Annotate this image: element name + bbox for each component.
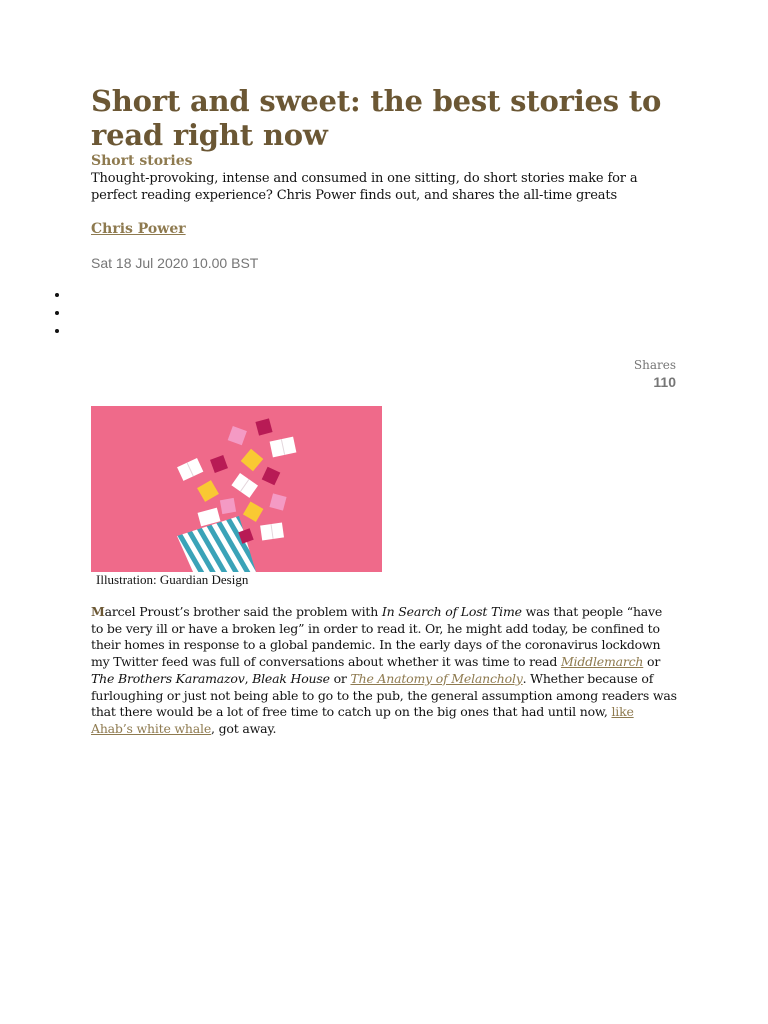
figure-caption: Illustration: Guardian Design [96, 572, 249, 587]
share-count [634, 357, 676, 391]
link-anatomy-text[interactable]: The Anatomy of Melancholy [350, 670, 523, 686]
body-text-2: was that people “have to be very ill or have a broken leg” in order to read it. Or, he might add today, be confined to their homes in response to a global pandemic. In the early days of the coronavirus lockdown my Twitter feed was full of conversations about whether it was time to read [91, 604, 663, 670]
drop-cap: M [91, 604, 105, 619]
author-link[interactable]: Chris Power [91, 221, 186, 237]
link-middlemarch-text[interactable]: Middlemarch [560, 654, 644, 670]
article-header [91, 84, 677, 272]
share-buttons-list [52, 286, 70, 340]
publish-date: Sat 18 Jul 2020 10.00 BST [91, 255, 259, 271]
shares-label: Shares [633, 358, 676, 372]
title-bleak-house: Bleak House [252, 670, 330, 686]
body-text-1: arcel Proust’s brother said the problem with [104, 604, 382, 619]
body-text-4: , [244, 670, 253, 686]
article-body-paragraph [91, 604, 677, 738]
body-text-5: or [329, 670, 351, 686]
body-text-3: or [643, 654, 661, 670]
title-brothers-karamazov: The Brothers Karamazov [91, 670, 245, 686]
section-label[interactable]: Short stories [91, 153, 193, 169]
shares-number: 110 [653, 374, 676, 390]
headline: Short and sweet: the best stories to read right now [91, 84, 662, 152]
link-anatomy-of-melancholy[interactable] [350, 671, 522, 686]
books-illustration [91, 406, 382, 572]
main-figure [91, 406, 382, 588]
body-text-7: , got away. [211, 720, 277, 736]
title-in-search-of-lost-time: In Search of Lost Time [381, 604, 522, 619]
link-ahabs-white-whale[interactable]: like Ahab’s white whale [91, 704, 634, 736]
book-pink-2 [220, 498, 236, 514]
body-text-6: . Whether because of furloughing or just not being able to go to the pub, the general assumption among readers was that there would be a lot of free time to catch up on the big ones that had until now, [91, 670, 677, 720]
link-middlemarch[interactable] [561, 654, 643, 669]
byline [91, 220, 677, 238]
standfirst: Thought-provoking, intense and consumed in one sitting, do short stories make for a perfect reading experience? Chris Power finds out, and shares the all-time greats [91, 171, 638, 203]
